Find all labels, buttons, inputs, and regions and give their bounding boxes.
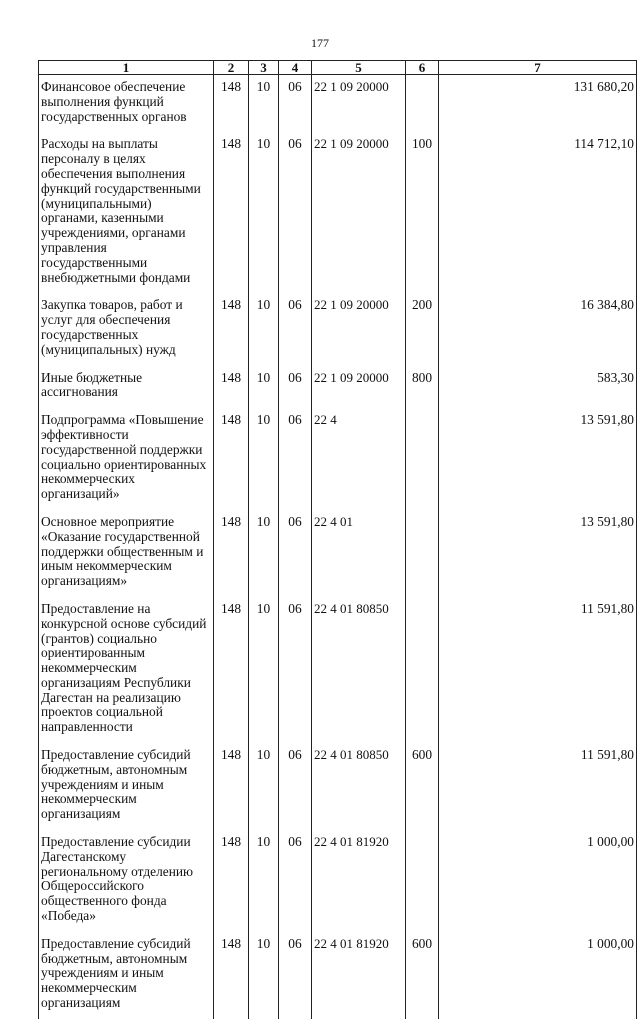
row-section-code: 10 — [249, 413, 279, 515]
table-row — [39, 75, 637, 138]
row-amount: 11 591,80 — [439, 602, 637, 748]
row-expense-type: 100 — [406, 137, 439, 298]
header-cell-7: 7 — [439, 61, 637, 75]
row-amount: 114 712,10 — [439, 137, 637, 298]
row-section-code: 10 — [249, 602, 279, 748]
header-cell-5: 5 — [312, 61, 406, 75]
table-header — [39, 61, 637, 75]
row-name: Иные бюджетные ассигнования — [39, 371, 214, 414]
row-target-article: 22 1 09 20000 — [312, 298, 406, 370]
row-expense-type: 200 — [406, 298, 439, 370]
row-section-code: 10 — [249, 298, 279, 370]
header-cell-6: 6 — [406, 61, 439, 75]
table-row — [39, 298, 637, 370]
row-expense-type — [406, 515, 439, 602]
row-target-article: 22 4 01 — [312, 515, 406, 602]
row-name: Предоставление субсидий бюджетным, автономным учреждениям и иным некоммерческим организациям — [39, 748, 214, 835]
row-subsection-code: 06 — [279, 75, 312, 138]
table-row — [39, 748, 637, 835]
row-ministry-code: 148 — [214, 937, 249, 1019]
page-number: 177 — [311, 36, 329, 50]
row-target-article: 22 4 01 81920 — [312, 835, 406, 937]
table-row — [39, 515, 637, 602]
row-section-code: 10 — [249, 137, 279, 298]
header-cell-1: 1 — [39, 61, 214, 75]
row-subsection-code: 06 — [279, 515, 312, 602]
row-subsection-code: 06 — [279, 298, 312, 370]
row-target-article: 22 1 09 20000 — [312, 137, 406, 298]
row-name: Предоставление субсидий бюджетным, автономным учреждениям и иным некоммерческим организациям — [39, 937, 214, 1019]
table-row — [39, 937, 637, 1019]
row-ministry-code: 148 — [214, 748, 249, 835]
table-row — [39, 602, 637, 748]
row-amount: 13 591,80 — [439, 515, 637, 602]
row-section-code: 10 — [249, 937, 279, 1019]
row-amount: 1 000,00 — [439, 835, 637, 937]
row-ministry-code: 148 — [214, 515, 249, 602]
row-subsection-code: 06 — [279, 835, 312, 937]
row-expense-type — [406, 602, 439, 748]
row-ministry-code: 148 — [214, 371, 249, 414]
row-subsection-code: 06 — [279, 937, 312, 1019]
row-name: Расходы на выплаты персоналу в целях обеспечения выполнения функций государственными (муниципальными) органами, казенными учреждениями, органами управления государственными внебюджетными фондами — [39, 137, 214, 298]
row-expense-type: 600 — [406, 748, 439, 835]
table-row — [39, 413, 637, 515]
row-target-article: 22 1 09 20000 — [312, 75, 406, 138]
row-target-article: 22 4 01 80850 — [312, 602, 406, 748]
row-name: Основное мероприятие «Оказание государственной поддержки общественным и иным некоммерческим организациям» — [39, 515, 214, 602]
row-target-article: 22 4 — [312, 413, 406, 515]
row-name: Предоставление на конкурсной основе субсидий (грантов) социально ориентированным некоммерческим организациям Республики Дагестан на реализацию проектов социальной направленности — [39, 602, 214, 748]
row-target-article: 22 4 01 80850 — [312, 748, 406, 835]
row-amount: 583,30 — [439, 371, 637, 414]
row-subsection-code: 06 — [279, 137, 312, 298]
row-ministry-code: 148 — [214, 835, 249, 937]
row-section-code: 10 — [249, 515, 279, 602]
row-expense-type — [406, 413, 439, 515]
table-body — [39, 75, 637, 1019]
row-amount: 16 384,80 — [439, 298, 637, 370]
row-amount: 13 591,80 — [439, 413, 637, 515]
row-expense-type — [406, 75, 439, 138]
header-row — [39, 61, 637, 75]
row-name: Подпрограмма «Повышение эффективности государственной поддержки социально ориентированных некоммерческих организаций» — [39, 413, 214, 515]
row-target-article: 22 4 01 81920 — [312, 937, 406, 1019]
row-subsection-code: 06 — [279, 413, 312, 515]
row-ministry-code: 148 — [214, 413, 249, 515]
row-ministry-code: 148 — [214, 75, 249, 138]
row-expense-type — [406, 835, 439, 937]
row-section-code: 10 — [249, 748, 279, 835]
header-cell-3: 3 — [249, 61, 279, 75]
row-ministry-code: 148 — [214, 137, 249, 298]
header-cell-4: 4 — [279, 61, 312, 75]
row-ministry-code: 148 — [214, 298, 249, 370]
row-section-code: 10 — [249, 371, 279, 414]
row-target-article: 22 1 09 20000 — [312, 371, 406, 414]
row-amount: 11 591,80 — [439, 748, 637, 835]
table-row — [39, 137, 637, 298]
row-subsection-code: 06 — [279, 371, 312, 414]
header-cell-2: 2 — [214, 61, 249, 75]
row-ministry-code: 148 — [214, 602, 249, 748]
row-expense-type: 600 — [406, 937, 439, 1019]
budget-table — [38, 60, 637, 1019]
row-name: Финансовое обеспечение выполнения функций государственных органов — [39, 75, 214, 138]
row-section-code: 10 — [249, 75, 279, 138]
row-amount: 131 680,20 — [439, 75, 637, 138]
row-name: Закупка товаров, работ и услуг для обеспечения государственных (муниципальных) нужд — [39, 298, 214, 370]
row-subsection-code: 06 — [279, 748, 312, 835]
row-expense-type: 800 — [406, 371, 439, 414]
row-amount: 1 000,00 — [439, 937, 637, 1019]
table-row — [39, 371, 637, 414]
row-subsection-code: 06 — [279, 602, 312, 748]
table-row — [39, 835, 637, 937]
row-name: Предоставление субсидии Дагестанскому региональному отделению Общероссийского общественного фонда «Победа» — [39, 835, 214, 937]
row-section-code: 10 — [249, 835, 279, 937]
